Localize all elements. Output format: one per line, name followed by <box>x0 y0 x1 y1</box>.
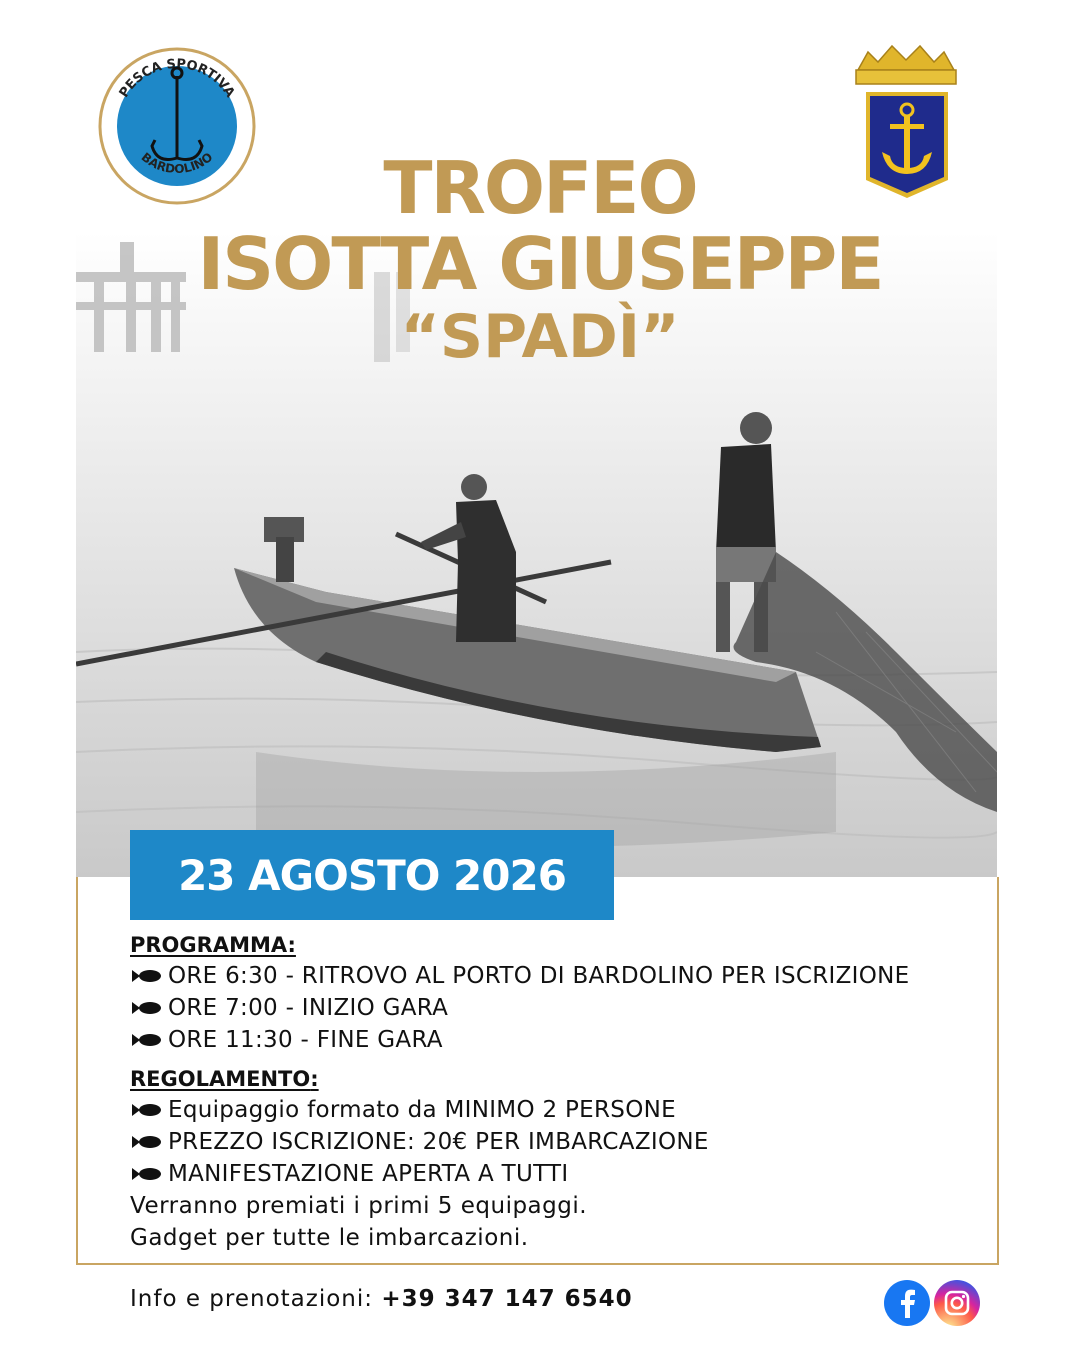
info-label: Info e prenotazioni: <box>130 1286 374 1312</box>
title-line-2: ISOTTA GIUSEPPE <box>197 222 883 306</box>
fish-icon <box>130 1165 162 1183</box>
note-gadget: Gadget per tutte le imbarcazioni. <box>130 1225 529 1251</box>
regolamento-heading: REGOLAMENTO: <box>130 1067 319 1091</box>
fish-icon <box>130 1133 162 1151</box>
list-item: PREZZO ISCRIZIONE: 20€ PER IMBARCAZIONE <box>130 1126 990 1158</box>
programma-heading: PROGRAMMA: <box>130 933 296 957</box>
event-date: 23 AGOSTO 2026 <box>178 850 566 900</box>
phone-number[interactable]: +39 347 147 6540 <box>381 1286 633 1312</box>
note-prizes: Verranno premiati i primi 5 equipaggi. <box>130 1193 588 1219</box>
list-item: ORE 7:00 - INIZIO GARA <box>130 992 990 1024</box>
list-item: Equipaggio formato da MINIMO 2 PERSONE <box>130 1094 990 1126</box>
list-item: MANIFESTAZIONE APERTA A TUTTI <box>130 1158 990 1190</box>
event-details <box>130 930 990 1254</box>
list-item: ORE 11:30 - FINE GARA <box>130 1024 990 1056</box>
svg-text:BARDOLINO: BARDOLINO <box>138 149 216 177</box>
instagram-icon[interactable] <box>934 1280 980 1326</box>
fish-icon <box>130 1101 162 1119</box>
fish-icon <box>130 1031 162 1049</box>
title-line-3: “SPADÌ” <box>400 302 680 372</box>
info-line <box>130 1286 633 1312</box>
fish-icon <box>130 999 162 1017</box>
facebook-icon[interactable] <box>884 1280 930 1326</box>
svg-text:PESCA SPORTIVA: PESCA SPORTIVA <box>116 56 238 101</box>
title-line-1: TROFEO <box>383 146 697 230</box>
fish-icon <box>130 967 162 985</box>
list-item: ORE 6:30 - RITROVO AL PORTO DI BARDOLINO PER ISCRIZIONE <box>130 960 990 992</box>
event-date-banner <box>130 830 614 920</box>
